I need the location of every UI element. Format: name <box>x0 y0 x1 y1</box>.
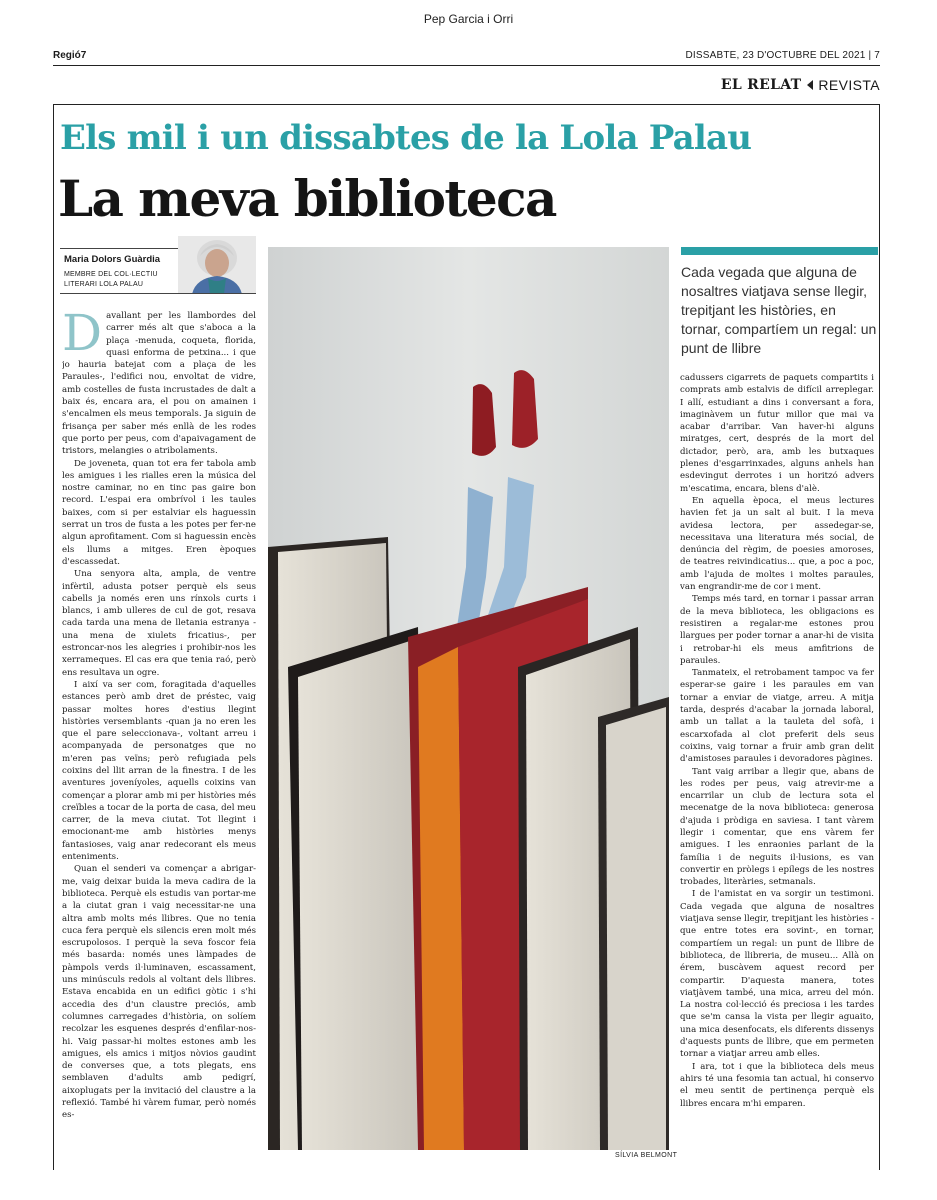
photo-credit: SÍLVIA BELMONT <box>615 1152 678 1159</box>
printer-header: Pep Garcia i Orri <box>423 12 514 26</box>
paragraph: Quan el senderi va començar a abrigar-me, vaig deixar buida la meva cadira de la biblioteca. Perquè els estudis van portar-me a la ciutat gran i vaig necessitar-ne una altra amb molts més llibres. Que no tenia cuca fera perquè els silencis eren molt més escrupolosos. I perquè la seva foscor feia més basarda: només unes làmpades de pàmpols verds il·luminaven, escassament, uns minúsculs redols al voltant dels llibres. Estava encabida en un edifici gòtic i s'hi accedia des d'un claustre preciós, amb columnes carregades d'història, on solíem recolzar les esquenes després d'enfilar-nos-hi. Vaig passar-hi moltes estones amb les amigues, els amics i mitjos nòvios gaudint de converses que, a tots plegats, ens semblaven d'adults amb pedigrí, aixoplugats per la invitació del claustre a la reflexió. També hi vàrem fumar, però només es- <box>62 864 256 1121</box>
top-rule <box>53 65 880 66</box>
section-name: EL RELAT <box>720 77 802 93</box>
page-date: DISSABTE, 23 D'OCTUBRE DEL 2021 | 7 <box>685 50 880 61</box>
paragraph: I ara, tot i que la biblioteca dels meus ahirs té una fesomia tan actual, hi conservo el meu sentit de pertinença perquè els llibres encara m'hi emparen. <box>680 1061 874 1109</box>
pull-quote <box>681 247 878 358</box>
article-kicker: Els mil i un dissabtes de la Lola Palau <box>60 118 752 158</box>
article-headline: La meva biblioteca <box>58 169 556 228</box>
paragraph: Una senyora alta, ampla, de ventre infèrtil, adusta potser perquè els seus cabells ja només eren uns rínxols curts i blancs, i amb ulleres de cul de got, resava cada tarda una mena de lletania estranya -una mena de xiulets fricatius-, per estroncar-nos les alegries i prohibir-nos les xerrameques. El cas era que tenia raó, però ens resultava un ogre. <box>62 569 256 678</box>
author-role: MEMBRE DEL COL·LECTIU LITERARI LOLA PALAU <box>64 271 158 288</box>
byline <box>60 236 256 294</box>
paragraph: En aquella època, el meus lectures havien fet ja un salt al buit. I la meva avidesa lectora, per assedegar-se, necessitava una literatura més social, de denúncia del règim, de poesies amoroses, de teatres reivindicatius... que, a poc a poc, amb l'ajuda de moltes i moltes paraules, van engrandir-me de cor i ment. <box>680 495 874 593</box>
pull-quote-bar <box>681 247 878 255</box>
article-photo <box>268 247 669 1150</box>
pull-quote-text: Cada vegada que alguna de nosaltres viatjava sense llegir, trepitjant les històries, en tornar, compartíem un regal: un punt de llibre <box>681 264 877 356</box>
byline-rule-bottom <box>60 293 256 294</box>
section-label <box>721 77 880 93</box>
author-avatar <box>178 236 256 294</box>
article-column-2 <box>680 372 874 1162</box>
drop-cap: D <box>62 310 103 362</box>
article-column-1 <box>62 310 256 1155</box>
paragraph: Tanmateix, el retrobament tampoc va fer esperar-se gaire i les paraules em van tornar a enviar de viatge, arreu. A mitja tarda, després d'acabar la jornada laboral, amb un tallat a la tauleta del sofà, i escarxofada al clot preferit dels seus coixins, vaig tornar a fruir amb gran delit d'amistoses paraules i devoradores pàgines. <box>680 668 874 765</box>
author-name: Maria Dolors Guàrdia <box>64 254 161 265</box>
section-sub: REVISTA <box>818 77 880 93</box>
paragraph: Tant vaig arribar a llegir que, abans de les rodes per peus, vaig atrevir-me a encarrilar un club de lectura sota el mecenatge de la nova biblioteca: generosa d'ajuda i pròdiga en saviesa. I tant vàrem llegir i comentar, que ens vàrem fer amigues. I les enraonies parlant de la família i de neguits il·lusions, es van convertir en pròlegs i epílegs de les nostres trobades, literàries, setmanals. <box>680 766 874 888</box>
paragraph: I de l'amistat en va sorgir un testimoni. Cada vegada que alguna de nosaltres viatjava sense llegir, trepitjant les històries -que entre totes era sovint-, en tornar, compartíem un regal: un punt de llibre de biblioteca, de llibreria, de museu... Allà on érem, buscàvem aquest record per compartir. D'aquesta manera, totes viatjàvem també, una mica, arreu del món. La nostra col·lecció és preciosa i les tardes que se'm cansa la vista per llegir aguaito, una mica desenfocats, els diferents dissenys d'aquests punts de llibre, que em permeten tornar a viatjar arreu amb elles. <box>680 889 874 1060</box>
paragraph: cadussers cigarrets de paquets compartits i comprats amb estalvis de difícil arreplegar. I allí, estudiant a dins i conversant a fora, imaginàvem un futur millor que mai va acabar d'arribar. Van haver-hi alguns miratges, cert, després de la mort del dictador, però, ara, amb les butxaques plenes d'esgarrinxades, alguns anhels han esdevingut derrotes i un horitzó advers m'escatima, encara, blens d'alè. <box>680 373 874 494</box>
running-head <box>53 50 880 64</box>
triangle-left-icon <box>807 80 813 90</box>
paragraph: I així va ser com, foragitada d'aquelles estances però amb dret de préstec, vaig passar moltes hores d'estius llegint històries versemblants -quan ja no eren les que el pare seleccionava-, voltant arreu i acompanyada de personatges que no m'eren pas veïns; però refugiada pels coixins del llit arran de la finestra. I de les aventures joveníyoles, aquells coixins van començar a plorar amb mi per històries més creïbles a tocar de la porta de casa, del meu carrer, de la meva ciutat. Tot llegint i emocionant-me amb històries menys fantasioses, vaig anar redecorant els meus enteniments. <box>62 679 256 863</box>
paragraph: Davallant per les llambordes del carrer més alt que s'aboca a la plaça -menuda, coqueta, florida, quasi enforma de petxina... i que jo hauria batejat com a plaça de les Paraules-, l'edifici nou, envoltat de vidre, amb costelles de fusta incrustades de dalt a baix és, encara ara, el pou on amainen i s'encalmen els meus temporals. Ja siguin de frisança per saber més enllà de les rodes que porto per peus, com d'apaivagament de tristors, melangies o atribolaments. <box>62 310 256 457</box>
newspaper-name: Regió7 <box>53 50 87 61</box>
paragraph: Temps més tard, en tornar i passar arran de la meva biblioteca, les obligacions es resistiren a regalar-me estones prou llargues per poder tornar a anar-hi de visita i retrobar-hi els meus amfitrions de paraules. <box>680 594 874 666</box>
paragraph: De joveneta, quan tot era fer tabola amb les amigues i les rialles eren la música del nostre caminar, no en tinc pas gaire bon record. L'espai era ombrívol i les taules baixes, com si per estalviar els haguessin serrat un tros de fusta a les potes per fer-ne algun aprofitament. Com si haguessin encès els llums a mitges. Eren èpoques d'escassedat. <box>62 458 256 567</box>
